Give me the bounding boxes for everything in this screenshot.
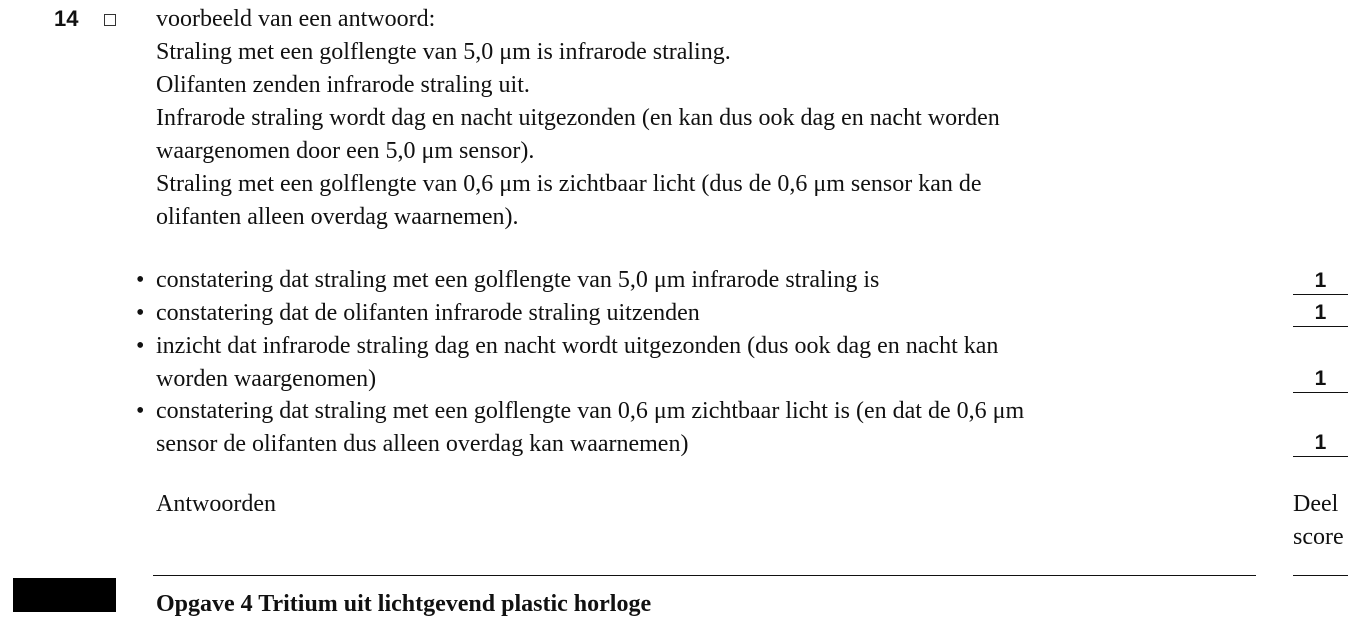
score-underline [1293, 294, 1348, 295]
example-line: waargenomen door een 5,0 μm sensor). [156, 138, 535, 164]
criterion-item [136, 330, 1266, 396]
criterion-text: constatering dat straling met een golflengte van 0,6 μm zichtbaar licht is (en dat de 0,6 μm [156, 398, 1025, 424]
criterion-item [136, 395, 1266, 461]
criterion-item [136, 264, 1266, 297]
criterion-text: inzicht dat infrarode straling dag en nacht wordt uitgezonden (dus ook dag en nacht kan [156, 333, 999, 359]
redaction-block [13, 578, 116, 612]
score-underline [1293, 326, 1348, 327]
answers-column-label: Antwoorden [156, 491, 276, 517]
bullet: • [136, 398, 145, 424]
section-title: Opgave 4 Tritium uit lichtgevend plastic horloge [156, 591, 652, 617]
criterion-text: constatering dat de olifanten infrarode straling uitzenden [156, 300, 700, 326]
example-answer [156, 3, 1266, 234]
score-underline [1293, 392, 1348, 393]
criterion-score: 1 [1314, 301, 1327, 324]
criterion-item [136, 297, 1266, 330]
question-number: 14 [54, 6, 79, 31]
criterion-score: 1 [1314, 431, 1327, 454]
score-column-label: score [1293, 524, 1344, 550]
deel-column-label: Deel [1293, 491, 1339, 517]
question-checkbox[interactable] [104, 14, 116, 26]
criterion-text: sensor de olifanten dus alleen overdag kan waarnemen) [156, 431, 689, 457]
example-line: Olifanten zenden infrarode straling uit. [156, 72, 530, 98]
section-divider [153, 575, 1256, 576]
example-line: Infrarode straling wordt dag en nacht uitgezonden (en kan dus ook dag en nacht worden [156, 105, 1000, 131]
bullet: • [136, 300, 145, 326]
bullet: • [136, 333, 145, 359]
score-column-divider [1293, 575, 1348, 576]
criterion-score: 1 [1314, 269, 1327, 292]
criterion-text: constatering dat straling met een golflengte van 5,0 μm infrarode straling is [156, 267, 880, 293]
criterion-score: 1 [1314, 367, 1327, 390]
example-line: Straling met een golflengte van 5,0 μm is infrarode straling. [156, 39, 731, 65]
criterion-text: worden waargenomen) [156, 366, 377, 392]
example-line: Straling met een golflengte van 0,6 μm is zichtbaar licht (dus de 0,6 μm sensor kan de [156, 171, 982, 197]
bullet: • [136, 267, 145, 293]
example-line: voorbeeld van een antwoord: [156, 6, 436, 32]
score-underline [1293, 456, 1348, 457]
example-line: olifanten alleen overdag waarnemen). [156, 204, 519, 230]
